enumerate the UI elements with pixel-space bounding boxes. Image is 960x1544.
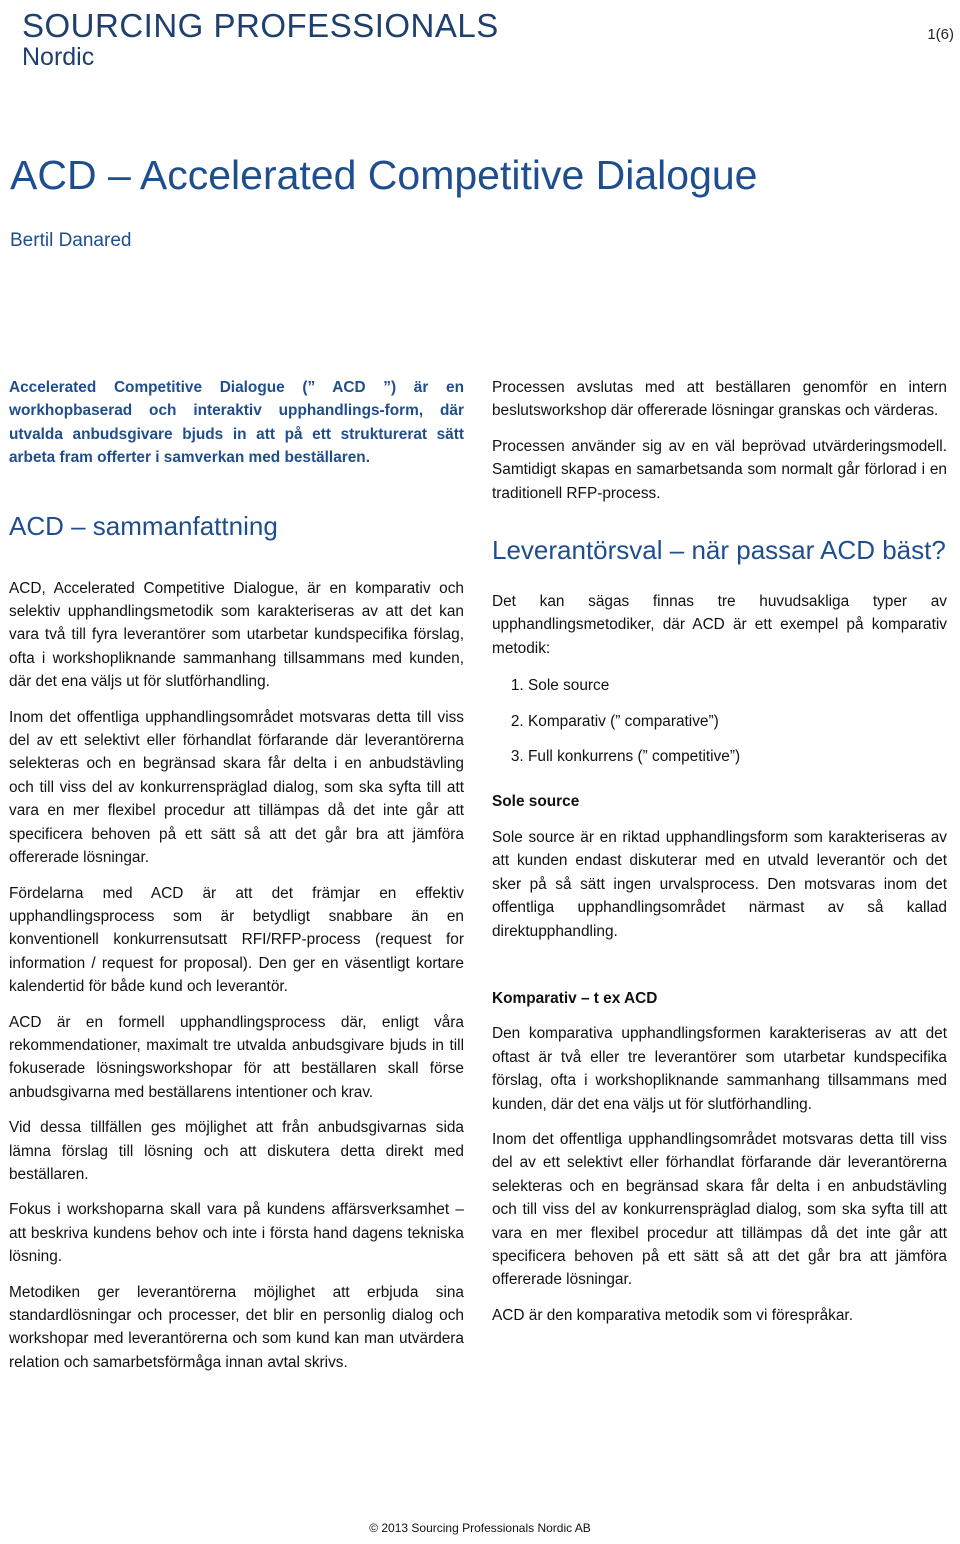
page-number: 1(6) xyxy=(927,26,954,43)
paragraph: Processen avslutas med att beställaren genomför en intern beslutsworkshop där offererade lösningar granskas och värderas. xyxy=(492,379,947,420)
procurement-types-list xyxy=(492,674,947,768)
paragraph: Den komparativa upphandlingsformen karakteriseras av att det oftast är två eller tre leverantörer som utarbetar kundspecifika förslag, ofta i workshopliknande sammanhang tillsammans med kunden, där det ena väljs ut för slutförhandling. xyxy=(492,1025,947,1113)
list-item: 3. Full konkurrens (” competitive”) xyxy=(528,745,947,768)
paragraph: ACD är den komparativa metodik som vi förespråkar. xyxy=(492,1306,853,1324)
company-logo xyxy=(22,6,499,71)
left-column xyxy=(9,376,464,1386)
author-name: Bertil Danared xyxy=(10,230,132,251)
subheading-sole-source: Sole source xyxy=(492,793,580,811)
paragraph: Processen använder sig av en väl beprövad utvärderingsmodell. Samtidigt skapas en samarbetsanda som normalt går förlorad i en traditionell RFP-process. xyxy=(492,437,947,502)
paragraph: Metodiken ger leverantörerna möjlighet att erbjuda sina standardlösningar och processer, det blir en personlig dialog och workshopar med leverantörerna och som kund kan man utvärdera relation och samarbetsförmåga innan avtal skrivs. xyxy=(9,1283,464,1371)
logo-subtitle: Nordic xyxy=(22,43,95,71)
paragraph: Sole source är en riktad upphandlingsform som karakteriseras av att kunden endast diskuterar med en utvald leverantör och det sker på så sätt ingen urvalsprocess. Den motsvaras inom det offentliga upphandlingsområdet närmast av så kallad direktupphandling. xyxy=(492,828,947,940)
list-item: 2. Komparativ (” comparative”) xyxy=(528,710,947,733)
document-title: ACD – Accelerated Competitive Dialogue xyxy=(10,152,758,198)
list-item: 1. Sole source xyxy=(528,674,947,697)
intro-paragraph: Accelerated Competitive Dialogue (” ACD ”) är en workhopbaserad och interaktiv upphandlings-form, där utvalda anbudsgivare bjuds in att på ett strukturerat sätt arbeta fram offerter i samverkan med beställaren. xyxy=(9,379,464,467)
paragraph: Fokus i workshoparna skall vara på kundens affärsverksamhet – att beskriva kundens behov och inte i första hand dagens tekniska lösning. xyxy=(9,1201,464,1266)
subheading-comparative: Komparativ – t ex ACD xyxy=(492,989,658,1007)
right-column xyxy=(492,376,947,1339)
logo-wordmark: SOURCING PROFESSIONALS xyxy=(22,7,499,44)
paragraph: ACD, Accelerated Competitive Dialogue, är en komparativ och selektiv upphandlingsmetodik som karakteriseras av att det kan vara två till fyra leverantörer som utarbetar kundspecifika förslag, ofta i workshopliknande sammanhang tillsammans med kunden, där det ena väljs ut för slutförhandling. xyxy=(9,579,464,691)
section-heading-supplier-choice: Leverantörsval – när passar ACD bäst? xyxy=(492,535,946,566)
paragraph: Det kan sägas finnas tre huvudsakliga typer av upphandlingsmetodiker, där ACD är ett exempel på komparativ metodik: xyxy=(492,593,947,657)
section-heading-summary: ACD – sammanfattning xyxy=(9,510,278,541)
paragraph: Vid dessa tillfällen ges möjlighet att från anbudsgivarnas sida lämna förslag till lösning och att diskutera detta direkt med beställaren. xyxy=(9,1119,464,1183)
paragraph: Inom det offentliga upphandlingsområdet motsvaras detta till viss del av ett selektivt eller förhandlat förfarande där leverantörerna selekteras och en begränsad skara får delta i en anbudstävling och till viss del av konkurrenspräglad dialog, som ska syfta till att vara en mer flexibel procedur att tillämpas då det inte går att specificera behoven på ett sätt så att det går bra att jämföra offererade lösningar. xyxy=(492,1130,947,1289)
paragraph: Fördelarna med ACD är att det främjar en effektiv upphandlingsprocess som är betydligt snabbare än en konventionell konkurrensutsatt RFI/RFP-process (request for information / request for proposal). Den ger en väsentligt kortare kalendertid för både kund och leverantör. xyxy=(9,884,464,996)
paragraph: Inom det offentliga upphandlingsområdet motsvaras detta till viss del av ett selektivt eller förhandlat förfarande där leverantörerna selekteras och en begränsad skara får delta i en anbudstävling och till viss del av konkurrenspräglad dialog, som ska syfta till att vara en mer flexibel procedur att tillämpas då det inte går att specificera behoven på ett sätt så att det går bra att jämföra offererade lösningar. xyxy=(9,708,464,867)
footer-copyright: © 2013 Sourcing Professionals Nordic AB xyxy=(369,1521,591,1535)
paragraph: ACD är en formell upphandlingsprocess där, enligt våra rekommendationer, maximalt tre utvalda anbudsgivare bjuds in till fokuserade lösningsworkshopar för att beställaren skall förse anbudsgivarna med beställarens intentioner och krav. xyxy=(9,1013,464,1101)
